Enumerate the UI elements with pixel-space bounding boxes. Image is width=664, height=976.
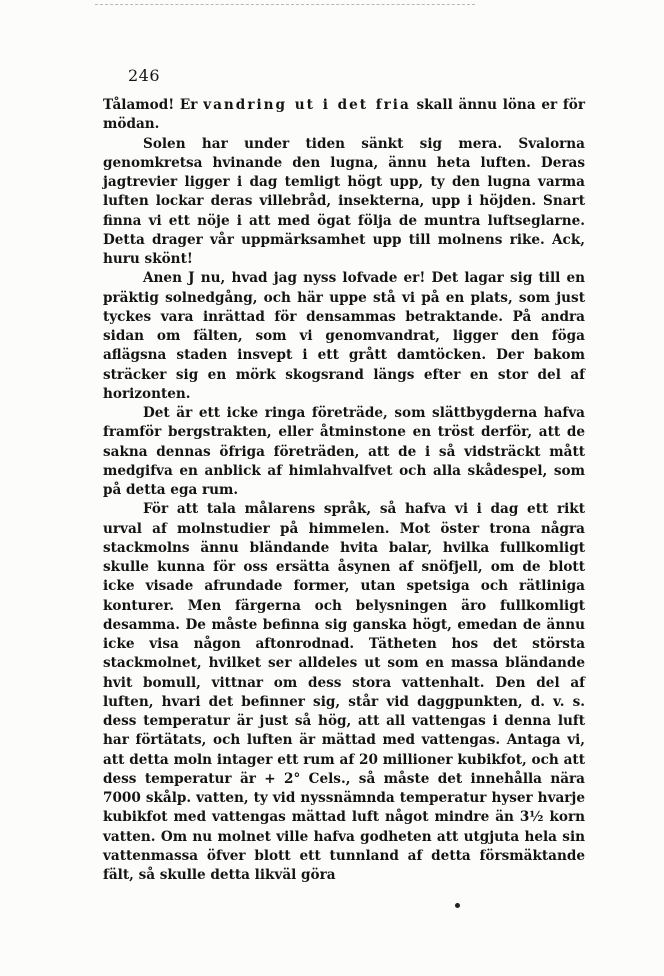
paragraph-5: För att tala målarens språk, så hafva vi i dag ett rikt urval af molnstudier på himmelen. Mot öster trona några stackmolns ännu bländande hvita balar, hvilka fullkomligt skulle kunna för oss ersätta åsynen af snöfjell, om de blott icke visade afrundade former, utan spetsiga och rätliniga konturer. Men färgerna och belysningen äro fullkomligt desamma. De måste befinna sig ganska högt, emedan de ännu icke visa någon aftonrodnad. Tätheten hos det största stackmolnet, hvilket ser alldeles ut som en massa bländande hvit bomull, vittnar om dess stora vattenhalt. Den del af luften, hvari det befinner sig, står vid daggpunkten, d. v. s. dess temperatur är just så hög, att all vattengas i denna luft har förtätats, och luften är mättad med vattengas. Antaga vi, att detta moln intager ett rum af 20 millioner kubikfot, och att dess temperatur är + 2° Cels., så måste det innehålla nära 7000 skålp. vatten, ty vid nyssnämnda temperatur hyser hvarje kubikfot med vattengas mättad luft något mindre än 3½ korn vatten. Om nu molnet ville hafva godheten att utgjuta hela sin vattenmassa öfver blott ett tunnland af detta försmäktande fält, så skulle detta likväl göra <box>103 501 585 883</box>
paragraph-2: Solen har under tiden sänkt sig mera. Svalorna genomkretsa hvinande den lugna, ännu heta luften. Deras jagtrevier ligger i dag temligt högt upp, ty den lugna varma luften lockar deras villebråd, insekterna, upp i höjden. Snart finna vi ett nöje i att med ögat följa de muntra luftseglarne. Detta drager vår uppmärksamhet upp till molnens rike. Ack, huru skönt! <box>103 135 585 267</box>
paragraph-1-spaced-phrase: vandring ut i det fria <box>203 97 411 113</box>
paragraph-1-lead: Tålamod! Er <box>103 97 204 113</box>
ink-dot <box>455 903 460 908</box>
paragraph-1 <box>103 96 585 135</box>
paragraph-3: Anen J nu, hvad jag nyss lofvade er! Det lagar sig till en präktig solnedgång, och här uppe stå vi på en plats, som just tyckes vara inrättad för densammas betraktande. På andra sidan om fälten, som vi genomvandrat, ligger den föga aflägsna staden insvept i ett grått damtöcken. Der bakom sträcker sig en mörk skogsrand längs efter en stor del af horizonten. <box>103 270 585 402</box>
top-edge-rule <box>95 4 475 5</box>
text-body <box>103 96 585 885</box>
paragraph-1-rest: skall ännu löna er för mödan. <box>103 97 586 133</box>
page-number: 246 <box>128 66 161 85</box>
paragraph-4: Det är ett icke ringa företräde, som slättbygderna hafva framför bergstrakten, eller åtminstone en tröst derför, att de sakna dennas öfriga företräden, att de i så vidsträckt mått medgifva en anblick af himlahvalfvet och alla skådespel, som på detta ega rum. <box>103 405 585 498</box>
